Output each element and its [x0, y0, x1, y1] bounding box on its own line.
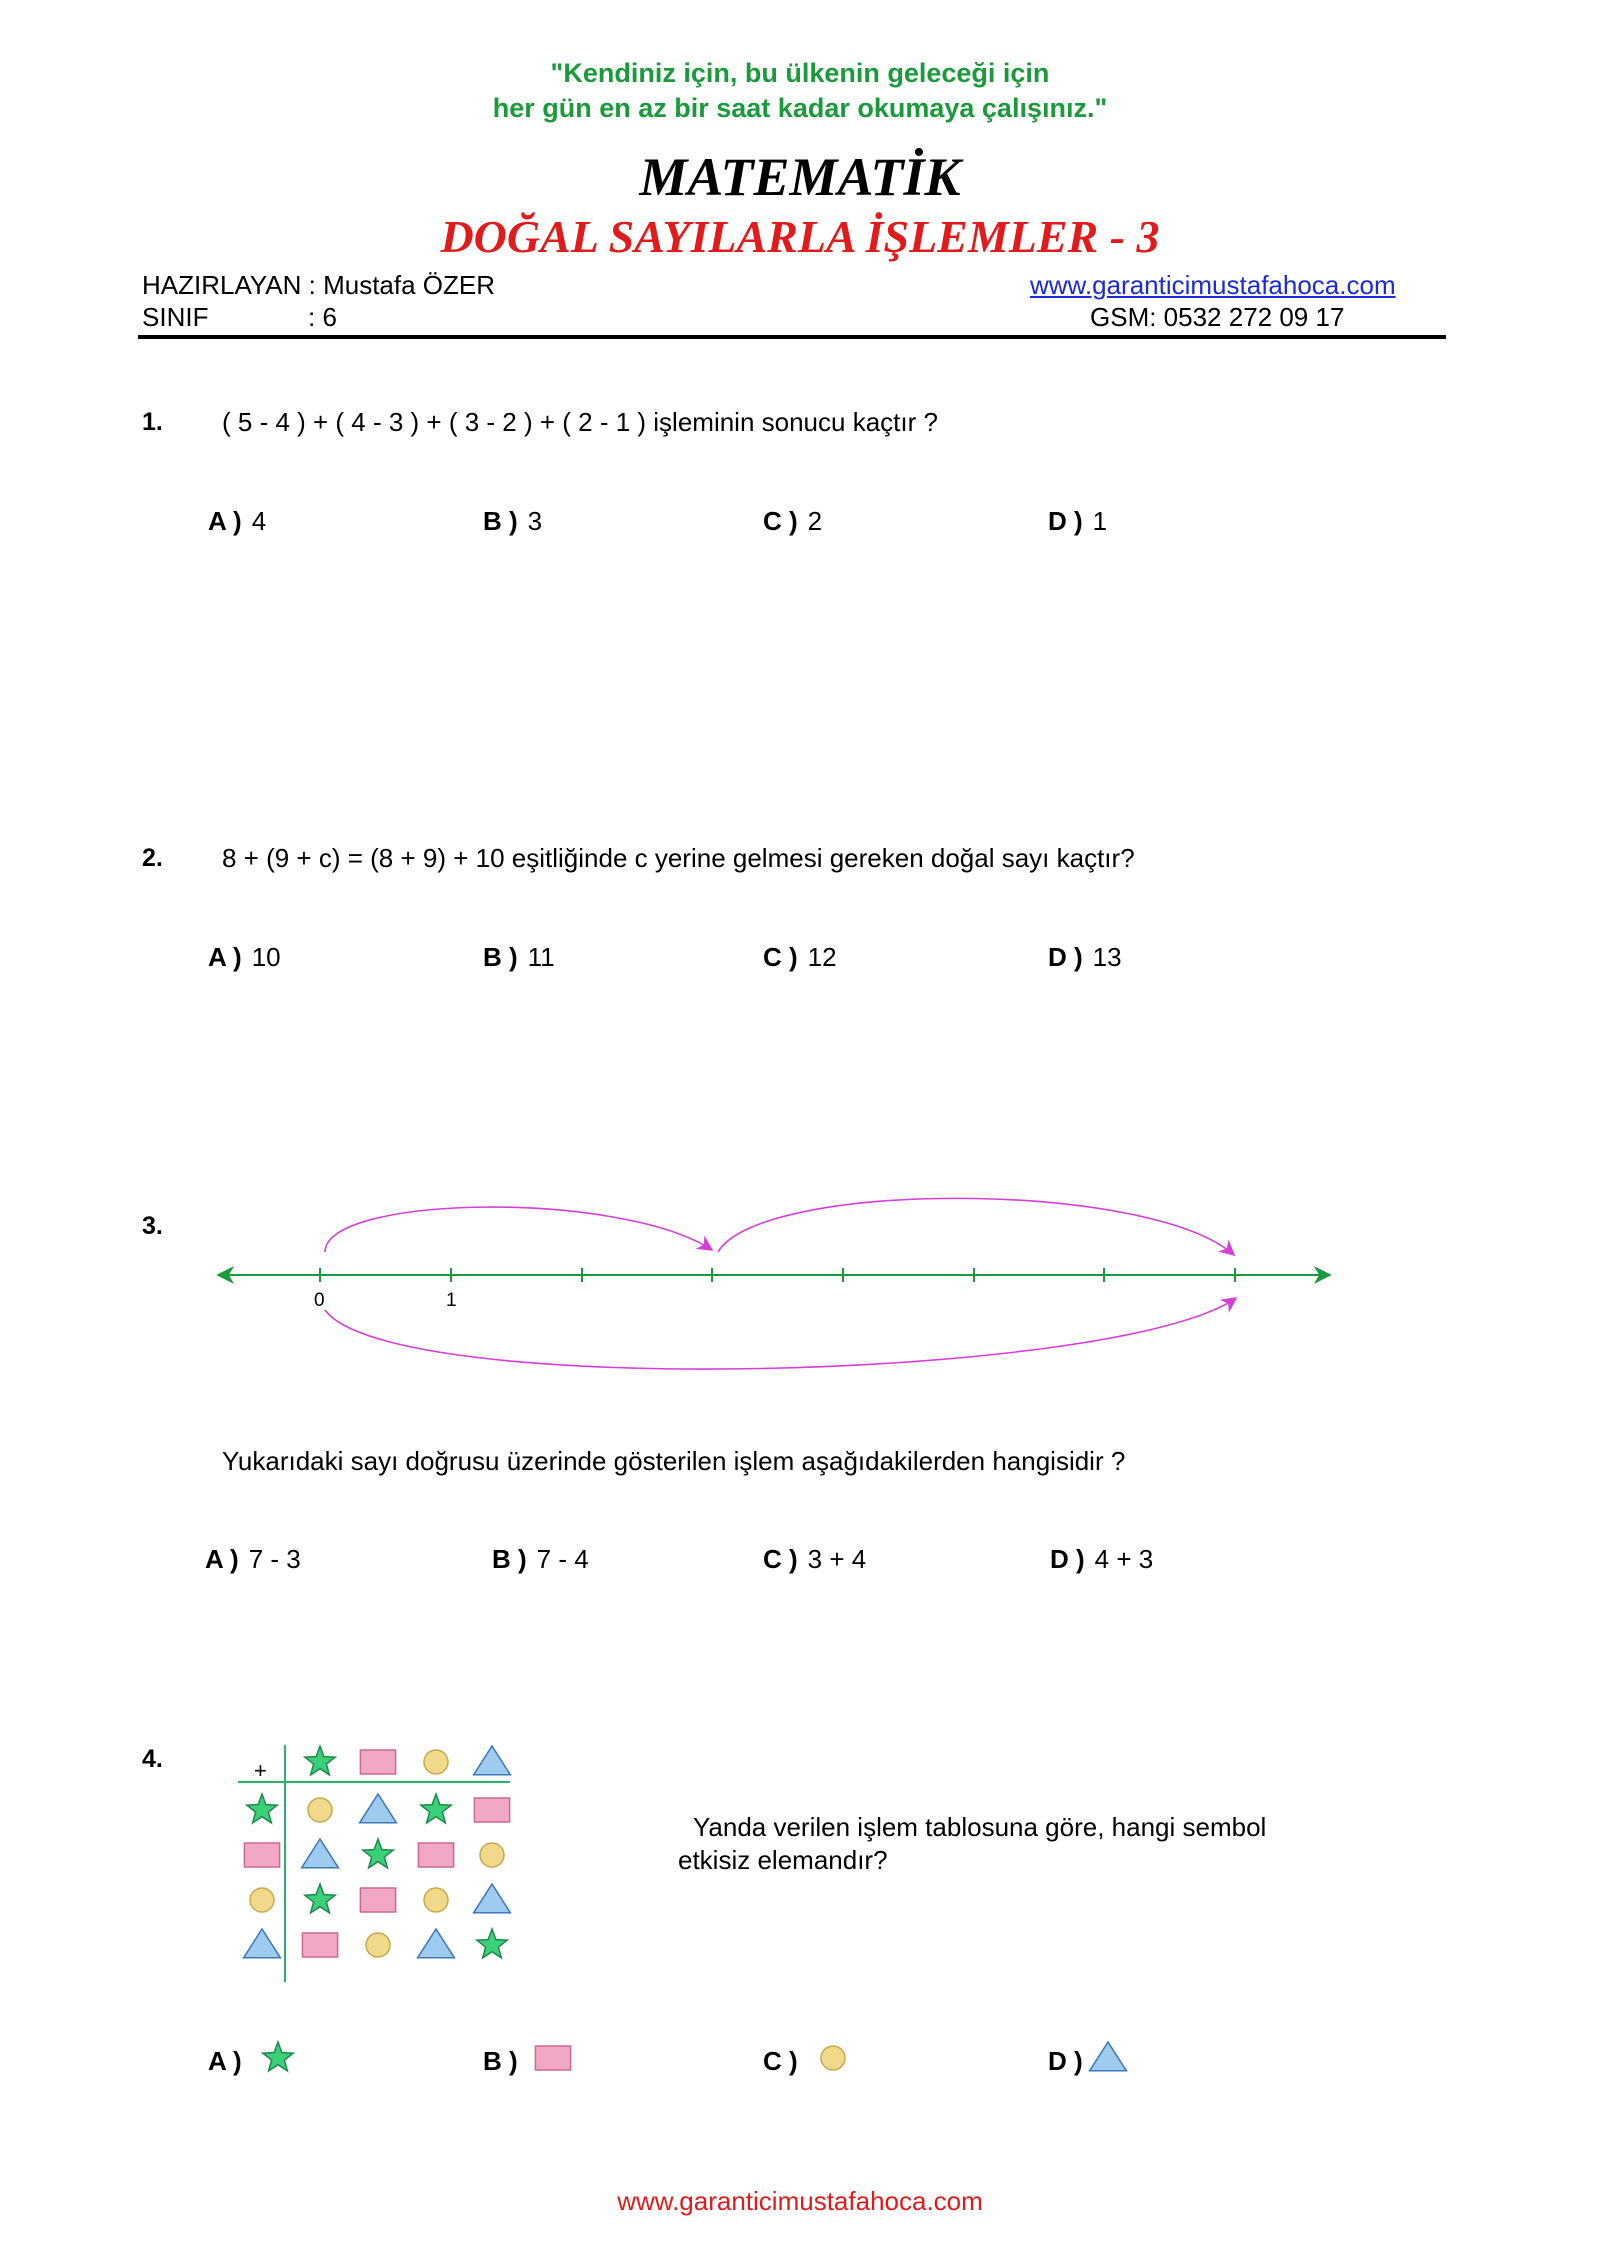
footer-website: www.garanticimustafahoca.com — [617, 2186, 983, 2216]
website-link[interactable]: www.garanticimustafahoca.com — [1030, 270, 1396, 300]
question-4-text-line-1: Yanda verilen işlem tablosuna göre, hangi sembol — [693, 1812, 1267, 1842]
option-letter: C ) — [763, 506, 798, 536]
question-1-number: 1. — [142, 408, 163, 436]
option-letter: D ) — [1048, 506, 1083, 536]
option-value: 7 - 3 — [248, 1544, 301, 1574]
option-letter: C ) — [763, 942, 798, 972]
question-4-number: 4. — [142, 1745, 163, 1773]
option-value: 2 — [807, 506, 823, 536]
question-2-number: 2. — [142, 844, 163, 872]
motto-line-2: her gün en az bir saat kadar okumaya çalışınız." — [492, 93, 1108, 123]
rect-icon — [535, 2046, 570, 2070]
option-letter: C ) — [763, 2046, 798, 2076]
option-letter: D ) — [1048, 2046, 1083, 2076]
option-letter: C ) — [763, 1544, 798, 1574]
option-letter: A ) — [205, 1544, 239, 1574]
gsm-number: GSM: 0532 272 09 17 — [1090, 302, 1345, 332]
option-letter: A ) — [208, 2046, 242, 2076]
question-1-text: ( 5 - 4 ) + ( 4 - 3 ) + ( 3 - 2 ) + ( 2 - 1 ) işleminin sonucu kaçtır ? — [222, 407, 938, 437]
option-letter: B ) — [483, 2046, 518, 2076]
option-value: 1 — [1092, 506, 1108, 536]
option-value: 11 — [527, 942, 555, 972]
question-4-text-line-2: etkisiz elemandır? — [678, 1845, 888, 1875]
question-2-text: 8 + (9 + c) = (8 + 9) + 10 eşitliğinde c yerine gelmesi gereken doğal sayı kaçtır? — [222, 843, 1135, 873]
option-value: 4 + 3 — [1094, 1544, 1154, 1574]
option-value: 4 — [251, 506, 267, 536]
page-title: MATEMATİK — [639, 147, 961, 207]
circle-icon — [821, 2046, 845, 2070]
option-value: 13 — [1092, 942, 1122, 972]
class-label: SINIF — [142, 302, 209, 332]
class-value: : 6 — [308, 302, 337, 332]
option-letter: A ) — [208, 942, 242, 972]
option-letter: B ) — [483, 506, 518, 536]
table-operator: + — [254, 1758, 267, 1783]
motto-line-1: "Kendiniz için, bu ülkenin geleceği için — [550, 58, 1050, 88]
option-letter: B ) — [492, 1544, 527, 1574]
option-value: 3 + 4 — [807, 1544, 867, 1574]
option-value: 3 — [527, 506, 543, 536]
number-line-label-0: 0 — [314, 1290, 325, 1311]
option-letter: D ) — [1048, 942, 1083, 972]
option-value: 10 — [251, 942, 281, 972]
star-icon — [263, 2042, 293, 2071]
author-label: HAZIRLAYAN : Mustafa ÖZER — [142, 270, 496, 300]
page-subtitle: DOĞAL SAYILARLA İŞLEMLER - 3 — [440, 211, 1160, 262]
option-letter: B ) — [483, 942, 518, 972]
triangle-icon — [1090, 2042, 1127, 2071]
option-value: 12 — [807, 942, 837, 972]
option-letter: A ) — [208, 506, 242, 536]
question-3-number: 3. — [142, 1212, 163, 1240]
question-3-text: Yukarıdaki sayı doğrusu üzerinde gösterilen işlem aşağıdakilerden hangisidir ? — [222, 1446, 1126, 1476]
option-letter: D ) — [1050, 1544, 1085, 1574]
option-value: 7 - 4 — [536, 1544, 589, 1574]
number-line-label-1: 1 — [446, 1290, 457, 1311]
